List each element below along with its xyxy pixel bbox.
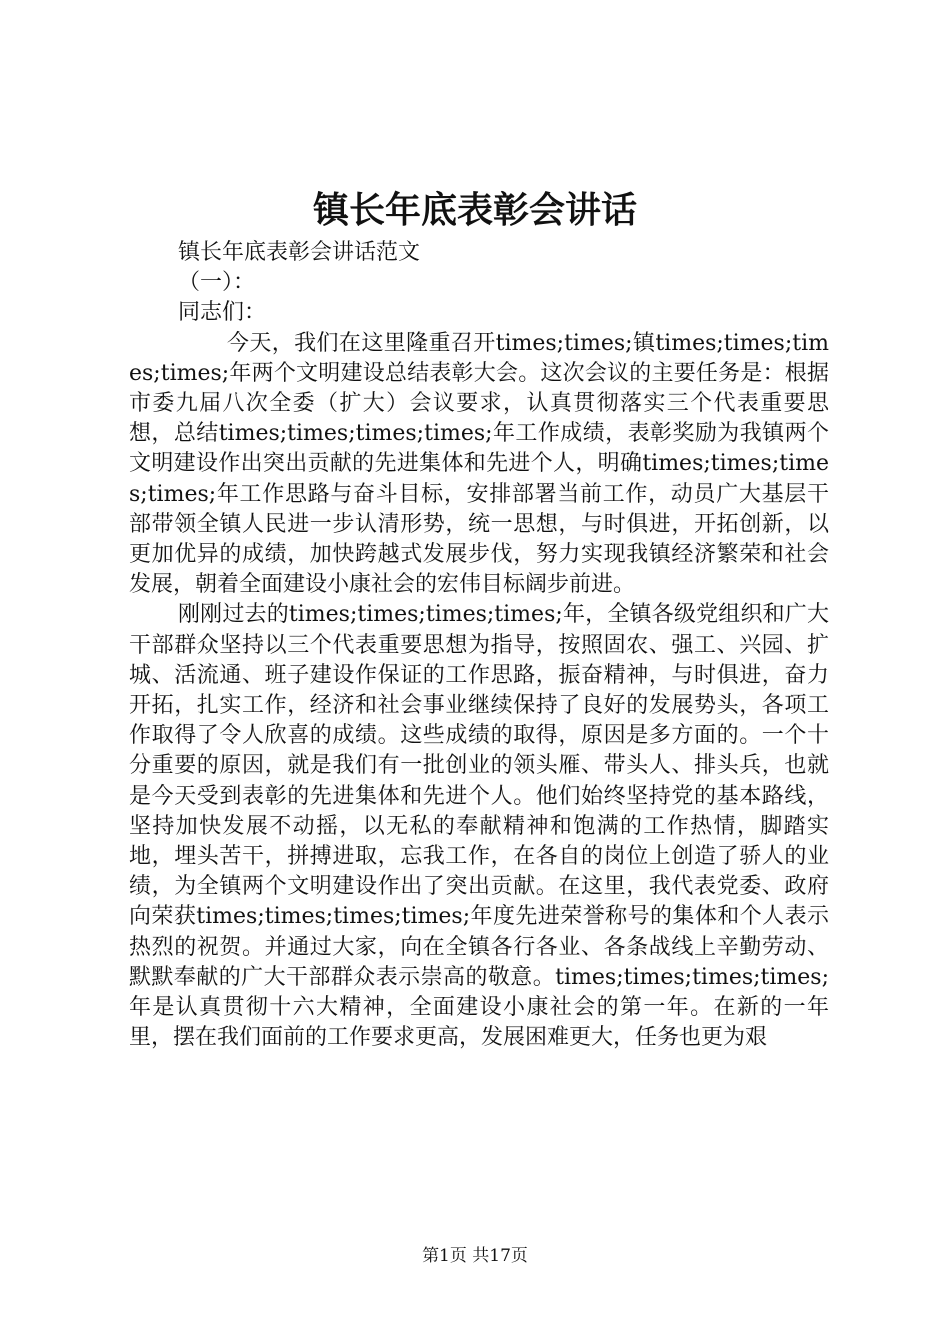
section-marker: （一）：: [178, 270, 256, 296]
document-body: [129, 238, 829, 1053]
document-title: 镇长年底表彰会讲话: [312, 189, 637, 231]
body-paragraph: 今天，我们在这里隆重召开times;times;镇times;times;times;times;年两个文明建设总结表彰大会。这次会议的主要任务是：根据市委九届八次全委（扩大）会议要求，认真贯彻落实三个代表重要思想，总结times;times;times;times;年工作成绩，表彰奖励为我镇两个文明建设作出突出贡献的先进集体和先进个人，明确times;times;times;times;年工作思路与奋斗目标，安排部署当前工作，动员广大基层干部带领全镇人民进一步认清形势，统一思想，与时俱进，开拓创新，以更加优异的成绩，加快跨越式发展步伐，努力实现我镇经济繁荣和社会发展，朝着全面建设小康社会的宏伟目标阔步前进。: [129, 330, 829, 598]
salutation: 同志们：: [178, 300, 267, 326]
body-paragraph: 刚刚过去的times;times;times;times;年，全镇各级党组织和广大干部群众坚持以三个代表重要思想为指导，按照固农、强工、兴园、扩城、活流通、班子建设作保证的工作思路，振奋精神，与时俱进，奋力开拓，扎实工作，经济和社会事业继续保持了良好的发展势头，各项工作取得了令人欣喜的成绩。这些成绩的取得，原因是多方面的。一个十分重要的原因，就是我们有一批创业的领头雁、带头人、排头兵，也就是今天受到表彰的先进集体和先进个人。他们始终坚持党的基本路线，坚持加快发展不动摇，以无私的奉献精神和饱满的工作热情，脚踏实地，埋头苦干，拼搏进取，忘我工作，在各自的岗位上创造了骄人的业绩，为全镇两个文明建设作出了突出贡献。在这里，我代表党委、政府向荣获times;times;times;times;年度先进荣誉称号的集体和个人表示热烈的祝贺。并通过大家，向在全镇各行各业、各条战线上辛勤劳动、默默奉献的广大干部群众表示崇高的敬意。times;times;times;times;年是认真贯彻十六大精神，全面建设小康社会的第一年。在新的一年里，摆在我们面前的工作要求更高，发展困难更大，任务也更为艰: [129, 602, 829, 1051]
page-footer: 第1页 共17页: [422, 1246, 528, 1266]
subtitle-line: 镇长年底表彰会讲话范文: [178, 240, 421, 265]
